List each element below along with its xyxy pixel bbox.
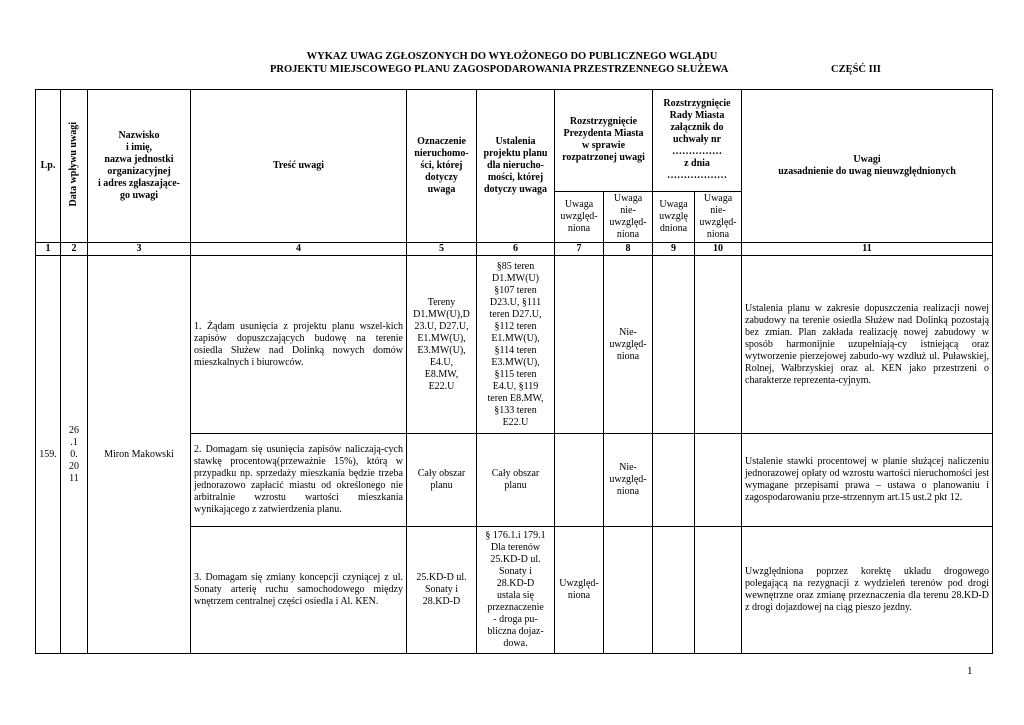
column-number: 4 — [191, 243, 407, 256]
column-number: 11 — [742, 243, 993, 256]
row3-content: 3. Domagam się zmiany koncepcji czyniącej z ul. Sonaty arterię ruchu samochodowego między wnętrzem centralnej części osiedla i Al. KEN. — [191, 526, 407, 653]
column-number: 9 — [653, 243, 695, 256]
document-title-line1: WYKAZ UWAG ZGŁOSZONYCH DO WYŁOŻONEGO DO PUBLICZNEGO WGLĄDU — [306, 51, 718, 62]
remarks-table — [35, 89, 993, 654]
row3-council-rejected — [695, 526, 742, 653]
row1-accepted — [555, 256, 604, 434]
subheader-council-rejected: Uwaga nie- uwzględ- niona — [695, 191, 742, 242]
table-row — [36, 256, 993, 434]
header-property: Oznaczenie nieruchomo- ści, której dotyczy uwaga — [407, 90, 477, 243]
column-number: 6 — [477, 243, 555, 256]
column-number: 3 — [88, 243, 191, 256]
subheader-council-accepted: Uwaga uwzglę dniona — [653, 191, 695, 242]
row2-council-accepted — [653, 434, 695, 527]
page-number: 1 — [967, 665, 973, 677]
row3-property: 25.KD-D ul. Sonaty i 28.KD-D — [407, 526, 477, 653]
document-part-label: CZĘŚĆ III — [831, 64, 881, 75]
row2-justification: Ustalenie stawki procentowej w planie służącej naliczeniu jednorazowej opłaty od wzrostu wartości nieruchomości jest wymagane przepisami prawa – ustawa o planowaniu i zagospodarowaniu prze-strzennym art.15 ust.2 pkt 12. — [742, 434, 993, 527]
header-remarks: Uwagi uzasadnienie do uwag nieuwzględnionych — [742, 90, 993, 243]
row1-rejected: Nie- uwzględ- niona — [604, 256, 653, 434]
header-date — [61, 90, 88, 243]
row1-justification: Ustalenia planu w zakresie dopuszczenia realizacji nowej zabudowy na terenie osiedla Służew nad Dolinką pozostają bez zmian. Plan zakłada realizację nowej zabudowy w sposób harmonijnie uzupełniają-cy istniejącą oraz wytworzenie pierzejowej zabudo-wy wzdłuż ul. Puławskiej, Rolnej, Wałbrzyskiej oraz al. KEN jako przestrzeni o charakterze reprezenta-cyjnym. — [742, 256, 993, 434]
row2-council-rejected — [695, 434, 742, 527]
row2-content: 2. Domagam się usunięcia zapisów naliczają-cych stawkę procentową(przeważnie 15%), którą w przypadku np. sprzedaży mieszkania będzie trzeba jednorazowo zapłacić miastu od określonego nie arbitralnie wzrostu wartości mieszkania wynikającego z zatwierdzenia planu. — [191, 434, 407, 527]
column-number: 5 — [407, 243, 477, 256]
column-number: 7 — [555, 243, 604, 256]
header-president-decision: Rozstrzygnięcie Prezydenta Miasta w sprawie rozpatrzonej uwagi — [555, 90, 653, 192]
document-title-line2: PROJEKTU MIEJSCOWEGO PLANU ZAGOSPODAROWANIA PRZESTRZENNEGO SŁUŻEWA — [270, 64, 729, 75]
entry-date: 26 .1 0. 20 11 — [61, 256, 88, 654]
row3-council-accepted — [653, 526, 695, 653]
header-lp: Lp. — [36, 90, 61, 243]
entry-name: Miron Makowski — [88, 256, 191, 654]
row2-accepted — [555, 434, 604, 527]
entry-lp: 159. — [36, 256, 61, 654]
header-content: Treść uwagi — [191, 90, 407, 243]
row3-provisions: § 176.1.i 179.1 Dla terenów 25.KD-D ul. Sonaty i 28.KD-D ustala się przeznaczenie - droga pu- bliczna dojaz- dowa. — [477, 526, 555, 653]
row3-rejected — [604, 526, 653, 653]
column-number: 1 — [36, 243, 61, 256]
column-number: 10 — [695, 243, 742, 256]
column-number: 2 — [61, 243, 88, 256]
row2-provisions: Cały obszar planu — [477, 434, 555, 527]
subheader-president-accepted: Uwaga uwzględ- niona — [555, 191, 604, 242]
subheader-president-rejected: Uwaga nie- uwzględ- niona — [604, 191, 653, 242]
row2-property: Cały obszar planu — [407, 434, 477, 527]
column-number: 8 — [604, 243, 653, 256]
header-council-decision: Rozstrzygnięcie Rady Miasta załącznik do uchwały nr …………… z dnia ……………… — [653, 90, 742, 192]
header-date-label: Data wpływu uwagi — [68, 121, 79, 207]
row1-content: 1. Żądam usunięcia z projektu planu wszel-kich zapisów dopuszczających budowę na terenie osiedla Służew nad Dolinką nowych domów mieszkalnych i biurowców. — [191, 256, 407, 434]
header-plan-provisions: Ustalenia projektu planu dla nierucho- mości, której dotyczy uwaga — [477, 90, 555, 243]
header-name: Nazwisko i imię, nazwa jednostki organizacyjnej i adres zgłaszające- go uwagi — [88, 90, 191, 243]
row1-council-accepted — [653, 256, 695, 434]
row3-accepted: Uwzględ- niona — [555, 526, 604, 653]
row2-rejected: Nie- uwzględ- niona — [604, 434, 653, 527]
row3-justification: Uwzględniona poprzez korektę układu drogowego polegającą na rezygnacji z wydzieleń terenów pod drogi wewnętrzne oraz zmianę przeznaczenia dla terenu 28.KD-D z drogi dojazdowej na ciąg pieszo jezdny. — [742, 526, 993, 653]
row1-provisions: §85 teren D1.MW(U) §107 teren D23.U, §111 teren D27.U, §112 teren E1.MW(U), §114 teren E3.MW(U), §115 teren E4.U, §119 teren E8.MW, §133 teren E22.U — [477, 256, 555, 434]
row1-council-rejected — [695, 256, 742, 434]
row1-property: Tereny D1.MW(U),D 23.U, D27.U, E1.MW(U), E3.MW(U), E4.U, E8.MW, E22.U — [407, 256, 477, 434]
